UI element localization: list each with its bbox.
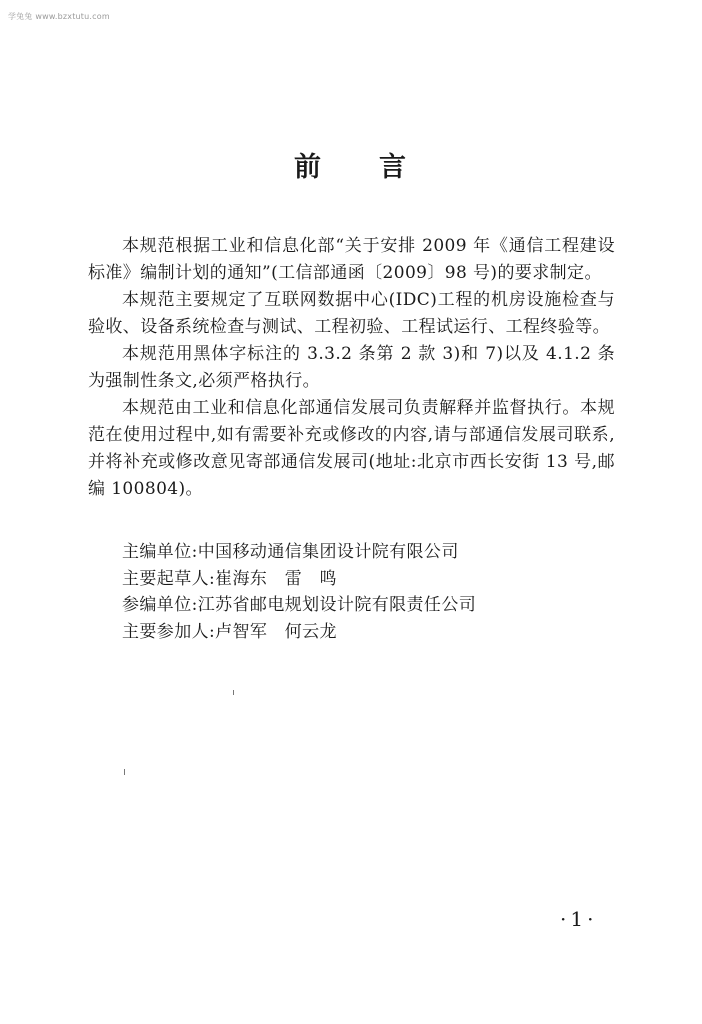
page-title — [0, 145, 702, 184]
chief-editor-unit: 主编单位:中国移动通信集团设计院有限公司 — [122, 542, 459, 562]
credits-block — [122, 539, 476, 645]
paragraph-mandatory-clauses: 本规范用黑体字标注的 3.3.2 条第 2 款 3)和 7)以及 4.1.2 条为强制性条文,必须严格执行。 — [88, 344, 615, 391]
participating-unit: 参编单位:江苏省邮电规划设计院有限责任公司 — [122, 595, 477, 615]
paragraph-interpretation: 本规范由工业和信息化部通信发展司负责解释并监督执行。本规范在使用过程中,如有需要补充或修改的内容,请与部通信发展司联系,并将补充或修改意见寄部通信发展司(地址:北京市西长安街 13 号,邮编 100804)。 — [88, 398, 615, 499]
title-char-1: 前 — [294, 152, 323, 183]
main-participants: 主要参加人:卢智军 何云龙 — [122, 621, 337, 642]
watermark-text: 学兔兔 www.bzxtutu.com — [8, 12, 110, 21]
paragraph-scope: 本规范主要规定了互联网数据中心(IDC)工程的机房设施检查与验收、设备系统检查与测试、工程初验、工程试运行、工程终验等。 — [88, 290, 615, 337]
scan-mark — [124, 769, 125, 775]
page-number: ·1· — [560, 907, 598, 931]
main-drafters: 主要起草人:崔海东 雷 鸣 — [122, 568, 337, 589]
scan-mark — [233, 690, 234, 695]
title-char-2: 言 — [379, 152, 408, 183]
paragraph-basis: 本规范根据工业和信息化部“关于安排 2009 年《通信工程建设标准》编制计划的通知”(工信部通函〔2009〕98 号)的要求制定。 — [88, 236, 615, 283]
preface-body — [88, 233, 615, 503]
